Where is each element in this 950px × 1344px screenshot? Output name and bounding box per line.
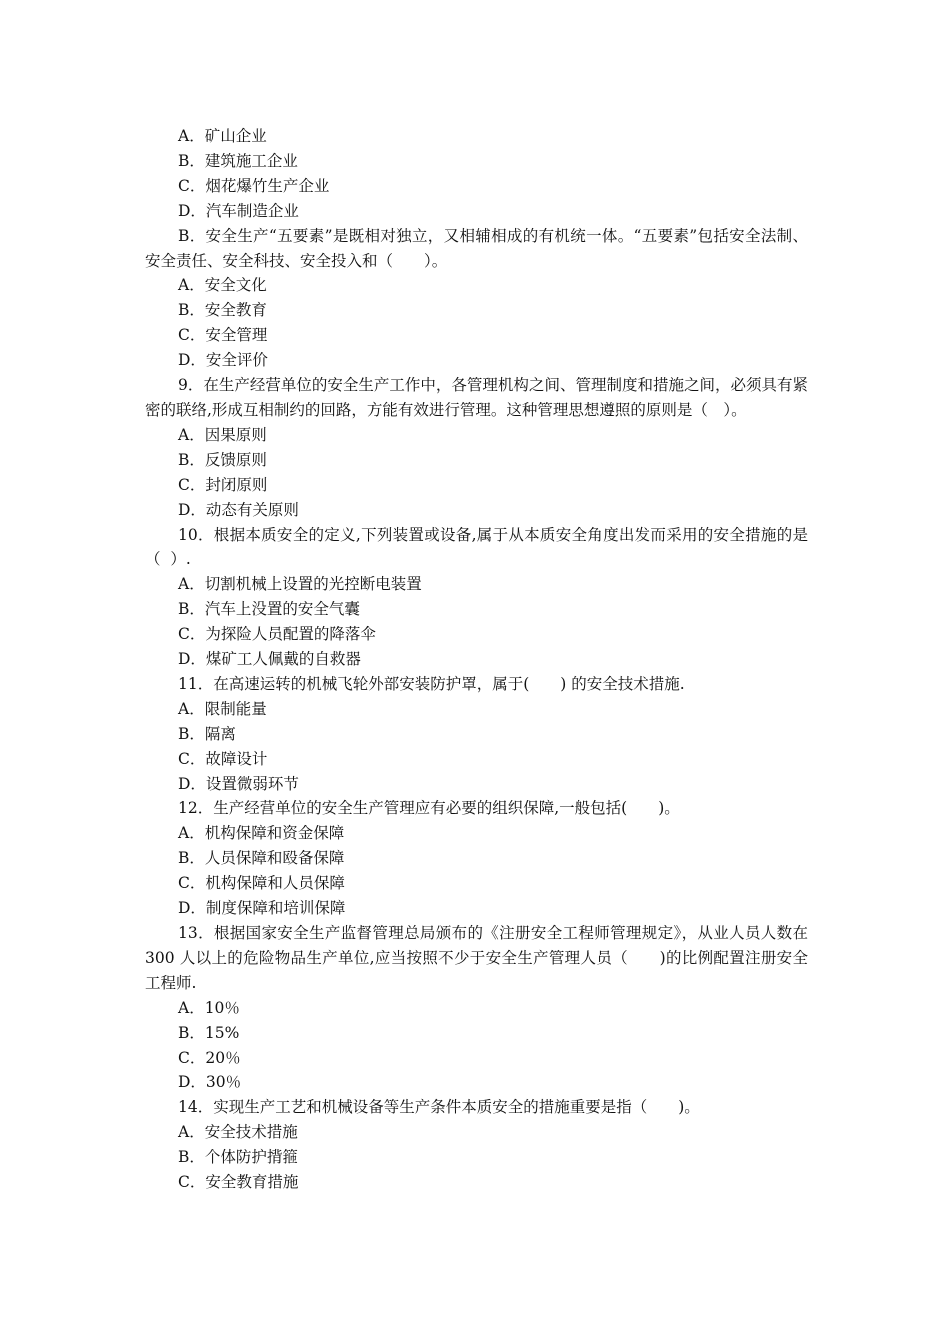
option-line: D．动态有关原则	[178, 500, 299, 519]
option-line: B．人员保障和殴备保障	[178, 849, 345, 868]
option-line: D．30％	[178, 1073, 242, 1092]
option-line: D．汽车制造企业	[178, 201, 299, 220]
option-line: B．安全教育	[178, 301, 267, 320]
option-line: C．故障设计	[178, 749, 268, 768]
option-line: A．安全文化	[178, 276, 267, 295]
question-paragraph: 14．实现生产工艺和机械设备等生产条件本质安全的措施重要是指（ )。	[178, 1098, 700, 1117]
option-line: B．15%	[178, 1023, 240, 1042]
option-line: C．机构保障和人员保障	[178, 874, 345, 893]
question-paragraph: 10．根据本质安全的定义,下列装置或设备,属于从本质安全角度出发而采用的安全措施的是（ ）.	[145, 525, 808, 569]
option-line: A．10％	[178, 998, 240, 1017]
option-line: A．限制能量	[178, 699, 267, 718]
option-line: B．汽车上没置的安全气囊	[178, 600, 360, 619]
question-paragraph: 11．在高速运转的机械飞轮外部安装防护罩，属于( ) 的安全技术措施.	[178, 674, 685, 693]
option-line: C．安全管理	[178, 326, 268, 345]
option-line: B．建筑施工企业	[178, 151, 298, 170]
option-line: A．安全技术措施	[178, 1123, 298, 1142]
option-line: A．切割机械上设置的光控断电装置	[178, 575, 422, 594]
option-line: C．封闭原则	[178, 475, 268, 494]
option-line: C．安全教育措施	[178, 1173, 299, 1192]
option-line: A．矿山企业	[178, 127, 267, 145]
option-line: D．煤矿工人佩戴的自救器	[178, 650, 361, 669]
question-paragraph: 13．根据国家安全生产监督管理总局颁布的《注册安全工程师管理规定》，从业人员人数在 300 人以上的危险物品生产单位,应当按照不少于安全生产管理人员（ )的比例配置注册安全工程师.	[145, 924, 813, 992]
question-paragraph: B．安全生产“五要素”是既相对独立，又相辅相成的有机统一体。“五要素”包括安全法制、安全责任、安全科技、安全投入和（ ）。	[145, 226, 808, 270]
option-line: B．隔离	[178, 724, 236, 743]
option-line: C．烟花爆竹生产企业	[178, 176, 330, 195]
option-line: B．个体防护揹箍	[178, 1148, 298, 1167]
question-paragraph: 12．生产经营单位的安全生产管理应有必要的组织保障,一般包括( )。	[178, 799, 680, 818]
option-line: D．制度保障和培训保障	[178, 899, 346, 918]
question-paragraph: 9．在生产经营单位的安全生产工作中，各管理机构之间、管理制度和措施之间，必须具有紧密的联络,形成互相制约的回路，方能有效进行管理。这种管理思想遵照的原则是（ ）。	[145, 376, 808, 419]
option-line: B．反馈原则	[178, 450, 267, 469]
document-body	[145, 124, 813, 1195]
option-line: D．设置微弱环节	[178, 774, 299, 793]
option-line: A．因果原则	[178, 425, 267, 444]
option-line: C．20％	[178, 1048, 241, 1067]
option-line: C．为探险人员配置的降落伞	[178, 625, 376, 644]
option-line: D．安全评价	[178, 351, 268, 370]
option-line: A．机构保障和资金保障	[178, 824, 345, 843]
